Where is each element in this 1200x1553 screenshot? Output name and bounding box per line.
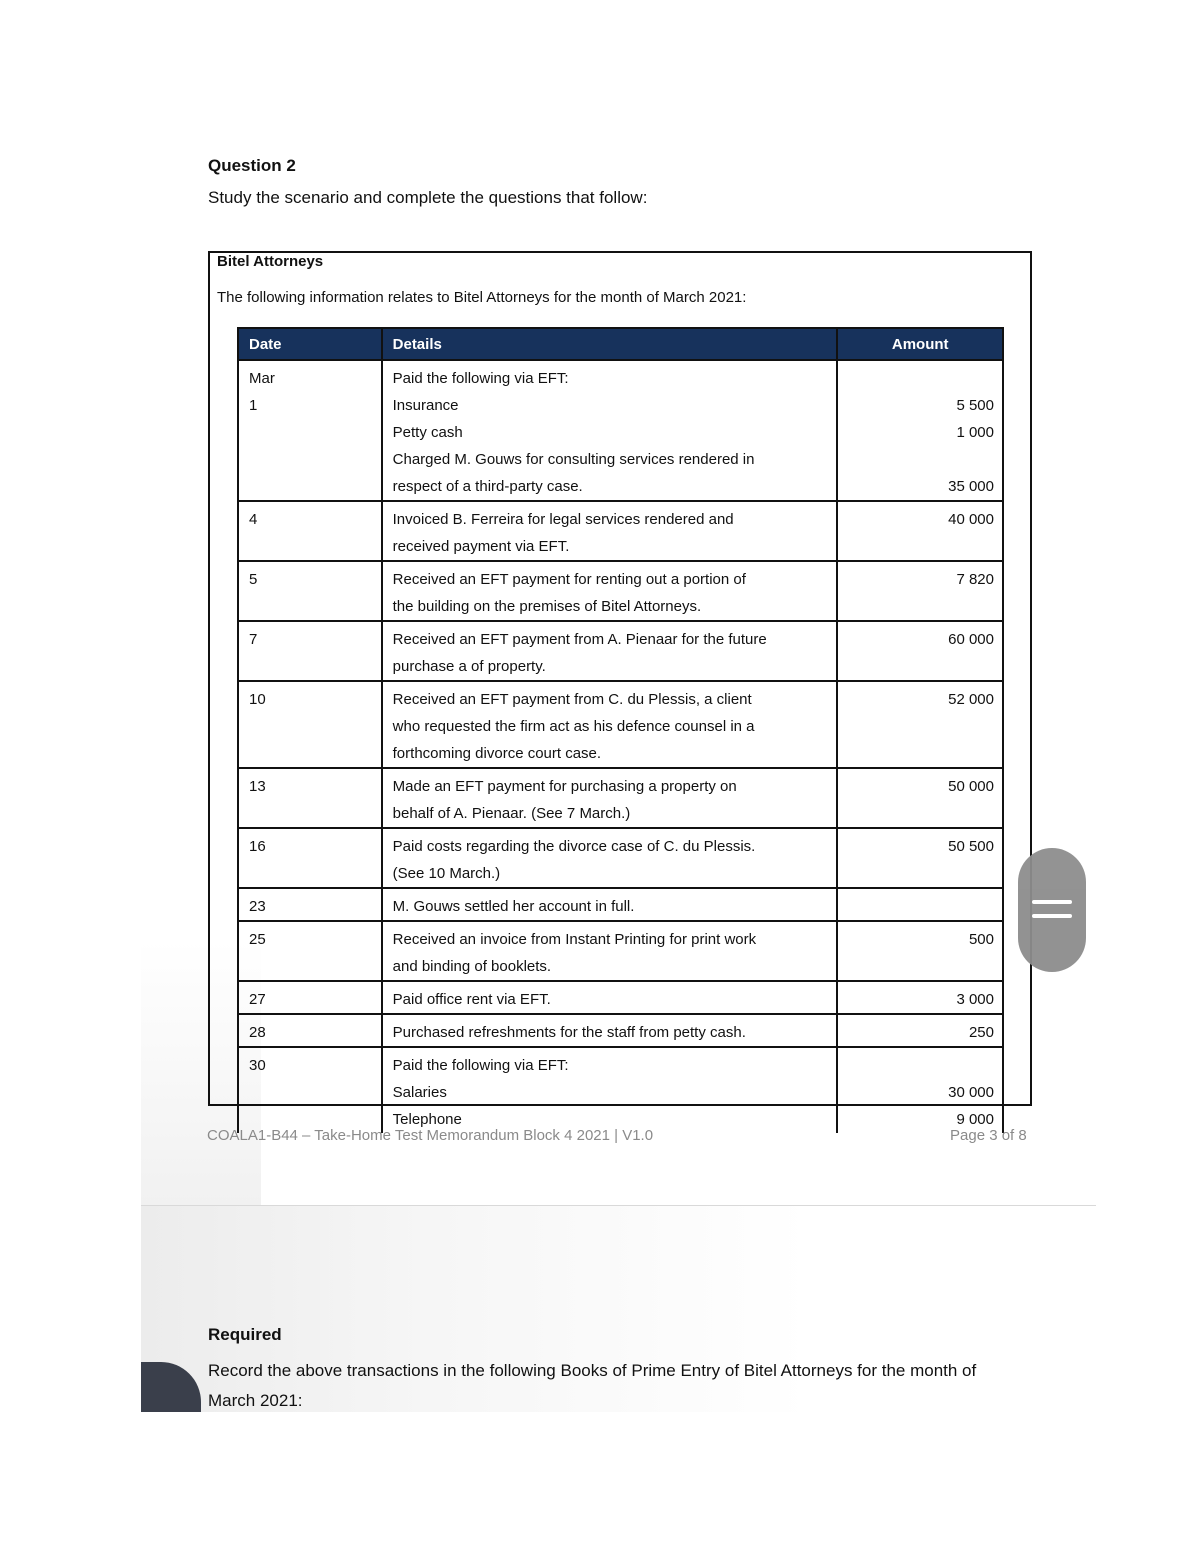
table-header-row xyxy=(238,328,1003,360)
table-row xyxy=(238,768,1003,828)
date-line: 1 xyxy=(249,397,258,414)
amount-line: 60 000 xyxy=(948,631,994,648)
cell-details xyxy=(382,681,838,768)
question-intro: Study the scenario and complete the questions that follow: xyxy=(208,188,648,207)
cell-date xyxy=(238,621,382,681)
date-line: 25 xyxy=(249,931,266,948)
details-line: Petty cash xyxy=(392,424,463,441)
cell-details xyxy=(382,501,838,561)
cell-details xyxy=(382,561,838,621)
cell-amount xyxy=(837,501,1003,561)
details-line: Insurance xyxy=(392,397,459,414)
table-row xyxy=(238,888,1003,921)
cell-details xyxy=(382,1047,838,1133)
details-line: forthcoming divorce court case. xyxy=(392,745,602,762)
details-line: Made an EFT payment for purchasing a property on xyxy=(392,778,737,795)
details-line: (See 10 March.) xyxy=(392,865,501,882)
cell-amount xyxy=(837,621,1003,681)
details-line: Paid the following via EFT: xyxy=(392,370,569,387)
cell-details xyxy=(382,888,838,921)
details-line: the building on the premises of Bitel Attorneys. xyxy=(392,598,702,615)
amount-line: 35 000 xyxy=(948,478,994,495)
amount-line xyxy=(848,365,994,392)
table-row xyxy=(238,981,1003,1014)
grip-line-icon xyxy=(1032,900,1072,904)
details-line: Received an EFT payment for renting out a portion of xyxy=(392,571,746,588)
table-row xyxy=(238,561,1003,621)
amount-line: 5 500 xyxy=(956,397,994,414)
cell-date xyxy=(238,981,382,1014)
details-line: and binding of booklets. xyxy=(392,958,552,975)
amount-line: 40 000 xyxy=(948,511,994,528)
cell-date xyxy=(238,888,382,921)
cell-amount xyxy=(837,768,1003,828)
amount-line xyxy=(848,893,994,920)
page-divider xyxy=(141,1205,1096,1206)
amount-line: 50 000 xyxy=(948,778,994,795)
details-line: Received an invoice from Instant Printing for print work xyxy=(392,931,757,948)
details-line: M. Gouws settled her account in full. xyxy=(392,898,635,915)
table-row xyxy=(238,360,1003,501)
scroll-handle[interactable] xyxy=(1018,848,1086,972)
table-body xyxy=(238,360,1003,1133)
date-line: 23 xyxy=(249,898,266,915)
table-row xyxy=(238,828,1003,888)
details-line: Received an EFT payment from A. Pienaar for the future xyxy=(392,631,767,648)
cell-amount xyxy=(837,828,1003,888)
amount-line: 1 000 xyxy=(956,424,994,441)
cell-amount xyxy=(837,360,1003,501)
amount-line: 7 820 xyxy=(956,571,994,588)
cell-details xyxy=(382,828,838,888)
cell-date xyxy=(238,501,382,561)
amount-line: 50 500 xyxy=(948,838,994,855)
date-line: 27 xyxy=(249,991,266,1008)
details-line: respect of a third-party case. xyxy=(392,478,583,495)
date-line: 16 xyxy=(249,838,266,855)
cell-date xyxy=(238,828,382,888)
details-line: Paid costs regarding the divorce case of C. du Plessis. xyxy=(392,838,756,855)
date-line: 30 xyxy=(249,1057,266,1074)
date-line: 13 xyxy=(249,778,266,795)
amount-line: 500 xyxy=(968,931,994,948)
details-line: Telephone xyxy=(392,1111,462,1128)
transactions-table xyxy=(237,327,1004,1133)
cell-amount xyxy=(837,921,1003,981)
date-line: 7 xyxy=(249,631,258,648)
details-line: Invoiced B. Ferreira for legal services rendered and xyxy=(392,511,734,528)
amount-line: 30 000 xyxy=(948,1084,994,1101)
table-row xyxy=(238,501,1003,561)
required-title: Required xyxy=(208,1325,282,1344)
question-title: Question 2 xyxy=(208,156,296,175)
date-line: Mar xyxy=(249,370,275,387)
cell-details xyxy=(382,1014,838,1047)
table-row xyxy=(238,681,1003,768)
details-line: Charged M. Gouws for consulting services rendered in xyxy=(392,451,755,468)
cell-amount xyxy=(837,681,1003,768)
cell-details xyxy=(382,621,838,681)
amount-line xyxy=(848,446,994,473)
cell-details xyxy=(382,768,838,828)
details-line: Paid the following via EFT: xyxy=(392,1057,569,1074)
cell-amount xyxy=(837,561,1003,621)
cell-date xyxy=(238,1047,382,1133)
date-line: 28 xyxy=(249,1024,266,1041)
footer-document-id: COALA1-B44 – Take-Home Test Memorandum Block 4 2021 | V1.0 xyxy=(207,1127,654,1144)
cell-amount xyxy=(837,888,1003,921)
details-line: Purchased refreshments for the staff from petty cash. xyxy=(392,1024,746,1041)
cell-amount xyxy=(837,1014,1003,1047)
grip-line-icon xyxy=(1032,914,1072,918)
table-row xyxy=(238,621,1003,681)
table-row xyxy=(238,921,1003,981)
amount-line: 250 xyxy=(968,1024,994,1041)
cell-date xyxy=(238,681,382,768)
cell-date xyxy=(238,921,382,981)
cell-details xyxy=(382,921,838,981)
details-line: who requested the firm act as his defence counsel in a xyxy=(392,718,755,735)
date-line: 10 xyxy=(249,691,266,708)
details-line: Salaries xyxy=(392,1084,447,1101)
details-line: Received an EFT payment from C. du Plessis, a client xyxy=(392,691,752,708)
amount-line: 9 000 xyxy=(956,1111,994,1128)
details-line: purchase a of property. xyxy=(392,658,546,675)
amount-line: 52 000 xyxy=(948,691,994,708)
scenario-company: Bitel Attorneys xyxy=(217,253,324,270)
date-line: 4 xyxy=(249,511,258,528)
scenario-intro: The following information relates to Bitel Attorneys for the month of March 2021: xyxy=(217,289,747,306)
cell-amount xyxy=(837,981,1003,1014)
footer-page-number: Page 3 of 8 xyxy=(950,1127,1027,1144)
required-text: Record the above transactions in the following Books of Prime Entry of Bitel Attorneys for the month of March 2021: xyxy=(208,1361,977,1410)
date-line: 5 xyxy=(249,571,258,588)
cell-date xyxy=(238,360,382,501)
details-line: Paid office rent via EFT. xyxy=(392,991,551,1008)
table-row xyxy=(238,1014,1003,1047)
amount-line: 3 000 xyxy=(956,991,994,1008)
cell-amount xyxy=(837,1047,1003,1133)
header-details: Details xyxy=(382,328,838,360)
cell-details xyxy=(382,360,838,501)
cell-date xyxy=(238,561,382,621)
amount-line xyxy=(848,1052,994,1079)
cell-details xyxy=(382,981,838,1014)
header-amount: Amount xyxy=(837,328,1003,360)
details-line: received payment via EFT. xyxy=(392,538,570,555)
header-date: Date xyxy=(238,328,382,360)
table-row xyxy=(238,1047,1003,1133)
cell-date xyxy=(238,768,382,828)
details-line: behalf of A. Pienaar. (See 7 March.) xyxy=(392,805,631,822)
cell-date xyxy=(238,1014,382,1047)
